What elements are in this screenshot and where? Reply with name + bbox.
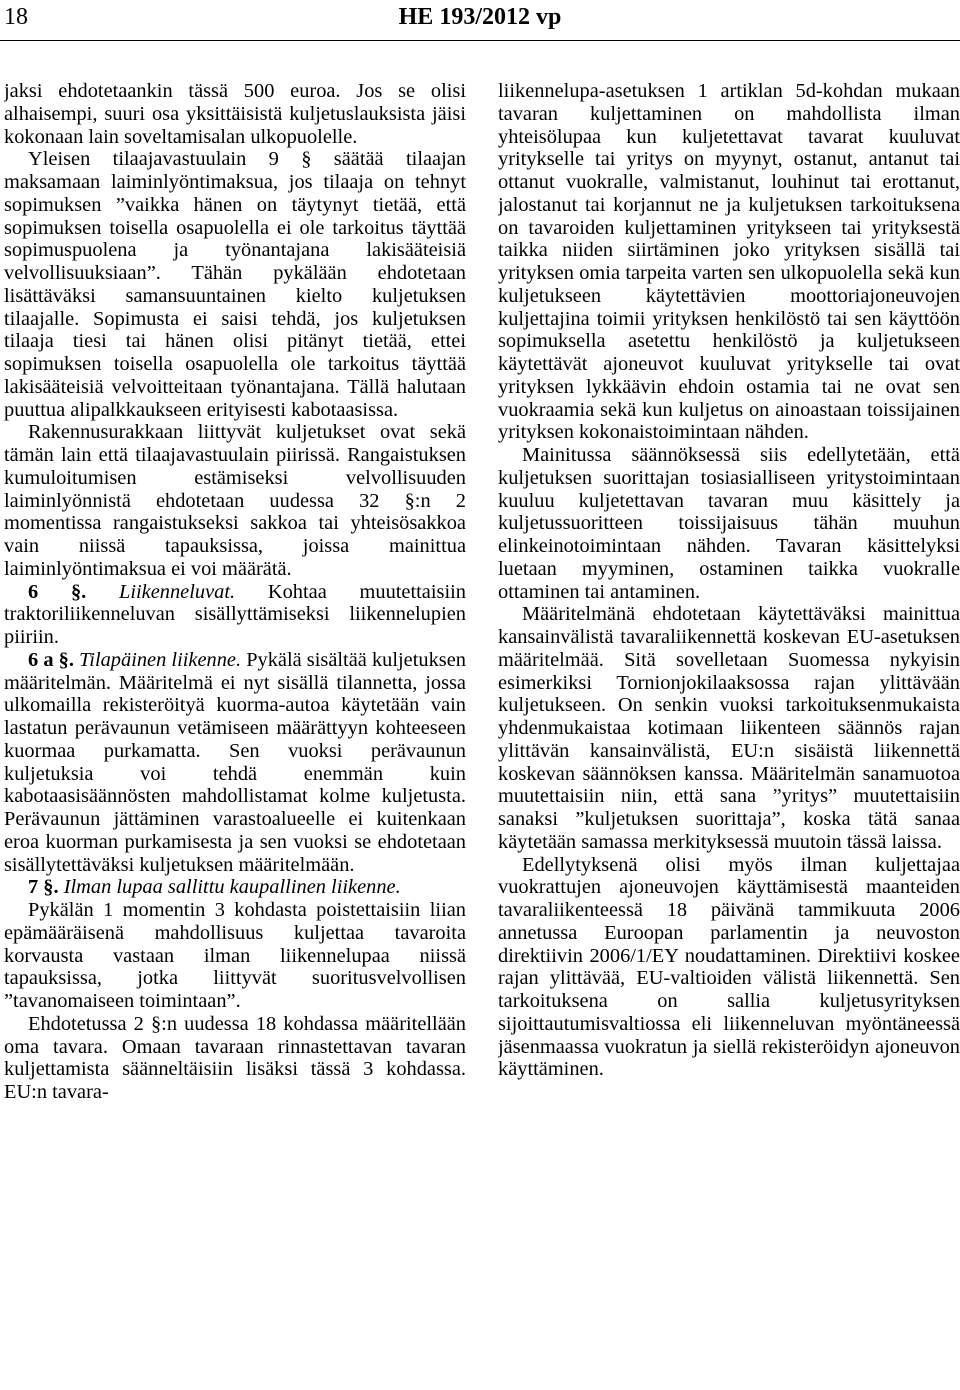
section-6a <box>4 649 466 877</box>
paragraph: Mainitussa säännöksessä siis edellytetään, että kuljetuksen suorittajan tosiasialliseen yritystoimintaan kuuluu kuljetettavan tavaran muu käsittely ja kuljetussuoritteen toissijaisuus tähän muuhun elinkeinotoimintaan nähden. Tavaran käsittelyksi luetaan myyminen, ostaminen taikka vuokralle ottaminen tai antaminen. <box>498 444 960 603</box>
paragraph: Yleisen tilaajavastuulain 9 § säätää tilaajan maksamaan laiminlyöntimaksua, jos tilaaja on tehnyt sopimuksen ”vaikka hänen on täytynyt tietää, että sopimuksen toisella osapuolella ei ole tarkoitus täyttää sopimuspuolena ja työnantajana lakisääteisiä velvollisuuksiaan”. Tähän pykälään ehdotetaan lisättäväksi samansuuntainen kielto kuljetuksen tilaajalle. Sopimusta ei saisi tehdä, jos kuljetuksen tilaaja tiesi tai hänen olisi pitänyt tietää, ettei sopimuksen toisella osapuolella ole tarkoitus täyttää lakisääteisiä velvoitteitaan työnantajana. Tällä halutaan puuttua alipalkkaukseen erityisesti kabotaasissa. <box>4 148 466 421</box>
paragraph: liikennelupa-asetuksen 1 artiklan 5d-kohdan mukaan tavaran kuljettaminen on mahdollista ilman yhteisölupaa kun kuljetettavat tavarat kuuluvat yritykselle tai yritys on myynyt, ostanut, antanut tai ottanut vuokralle, valmistanut, louhinut tai erottanut, jalostanut tai korjannut ne ja kuljetuksen tarkoituksena on tavaroiden kuljettaminen yritykseen tai yrityksestä taikka niiden siirtäminen joko yrityksen sisällä tai yrityksen omia tarpeita varten sen ulkopuolella sekä kun kuljetukseen käytettävien moottoriajoneuvojen kuljettajina toimii yrityksen henkilöstö tai sen käyttöön sopimuksella asetettu henkilöstö ja kuljetukseen käytettävät ajoneuvot kuuluvat yritykselle tai ovat yrityksen lykkäävin ehdoin ostamia tai ne ovat sen vuokraamia sekä kun kuljetus on ainoastaan toissijainen yrityksen kokonaistoimintaan nähden. <box>498 80 960 444</box>
document-id: HE 193/2012 vp <box>398 4 562 30</box>
section-7 <box>4 876 466 899</box>
right-column <box>498 80 960 1385</box>
section-text: Kohtaa muutettaisiin traktoriliikenneluvan sisällyttämiseksi liikennelupien piiriin. <box>4 580 466 648</box>
left-column <box>4 80 466 1385</box>
paragraph: Rakennusurakkaan liittyvät kuljetukset ovat sekä tämän lain että tilaajavastuulain piirissä. Rangaistuksen kumuloitumisen estämiseksi velvollisuuden laiminlyönnistä ehdotetaan uudessa 32 §:n 2 momentissa rangaistukseksi sakkoa tai yhteisösakkoa vain niissä tapauksissa, joissa mainittua laiminlyöntimaksua ei voi määrätä. <box>4 421 466 580</box>
paragraph: Pykälän 1 momentin 3 kohdasta poistettaisiin liian epämääräisenä mahdollisuus kuljettaa tavaroita korvausta vastaan ilman liikennelupaa niissä tapauksissa, jotka liittyvät suoritusvelvollisen ”tavanomaiseen toimintaan”. <box>4 899 466 1012</box>
section-title: Liikenneluvat. <box>119 580 236 603</box>
section-text: Pykälä sisältää kuljetuksen määritelmän. Määritelmä ei nyt sisällä tilannetta, jossa ulkomailla rekisteröityä kuorma-autoa käytetään vain lastatun perävaunun vetämiseen määrättyyn kohteeseen kuormaa purkamatta. Sen vuoksi perävaunun kuljetuksia voi tehdä enemmän kuin kabotaasisäännösten mahdollistamat kolme kuljetusta. Perävaunun jättäminen varastoalueelle ei kuitenkaan eroa kuorman purkamisesta ja sen vuoksi se ehdotetaan sisällytettäväksi kuljetuksen määritelmään. <box>4 648 466 876</box>
section-number: 6 a §. <box>28 648 74 671</box>
section-number: 6 §. <box>28 580 87 603</box>
section-number: 7 §. <box>28 876 59 899</box>
page-header <box>0 0 960 52</box>
section-title: Ilman lupaa sallittu kaupallinen liikenne. <box>63 876 401 899</box>
page-number: 18 <box>4 4 28 30</box>
paragraph: jaksi ehdotetaankin tässä 500 euroa. Jos se olisi alhaisempi, suuri osa yksittäisistä kuljetuslauksista jäisi kokonaan lain soveltamisalan ulkopuolelle. <box>4 80 466 148</box>
section-6 <box>4 581 466 649</box>
paragraph: Ehdotetussa 2 §:n uudessa 18 kohdassa määritellään oma tavara. Omaan tavaraan rinnastettavan tavaran kuljettamista säänneltäisiin lisäksi tässä 3 kohdassa. EU:n tavara- <box>4 1012 466 1103</box>
section-title: Tilapäinen liikenne. <box>79 648 242 671</box>
paragraph: Edellytyksenä olisi myös ilman kuljettajaa vuokrattujen ajoneuvojen käyttämisestä maanteiden tavaraliikenteessä 18 päivänä tammikuuta 2006 annetussa Euroopan parlamentin ja neuvoston direktiivin 2006/1/EY noudattaminen. Direktiivi koskee rajan ylittävää, EU-valtioiden välistä liikennettä. Sen tarkoituksena on sallia kuljetusyrityksen sijoittautumisvaltiossa eli liikenneluvan myöntäneessä jäsenmaassa vuokratun ja siellä rekisteröidyn ajoneuvon käyttäminen. <box>498 853 960 1081</box>
header-rule <box>0 40 960 41</box>
paragraph: Määritelmänä ehdotetaan käytettäväksi mainittua kansainvälistä tavaraliikennettä koskevan EU-asetuksen määritelmää. Sitä sovelletaan Suomessa nykyisin esimerkiksi Tornionjokilaaksossa rajan ylittävään kuljetukseen. On senkin vuoksi tarkoituksenmukaista yhdenmukaistaa kotimaan liikenteen säännös rajan ylittävän kansainvälistä, EU:n sisäistä liikennettä koskevan säännöksen kanssa. Määritelmän sanamuotoa muutettaisiin niin, että sana ”yritys” muutettaisiin sanaksi ”kuljetuksen suorittaja”, koska tätä sanaa käytetään samassa merkityksessä muutoin tässä laissa. <box>498 603 960 853</box>
